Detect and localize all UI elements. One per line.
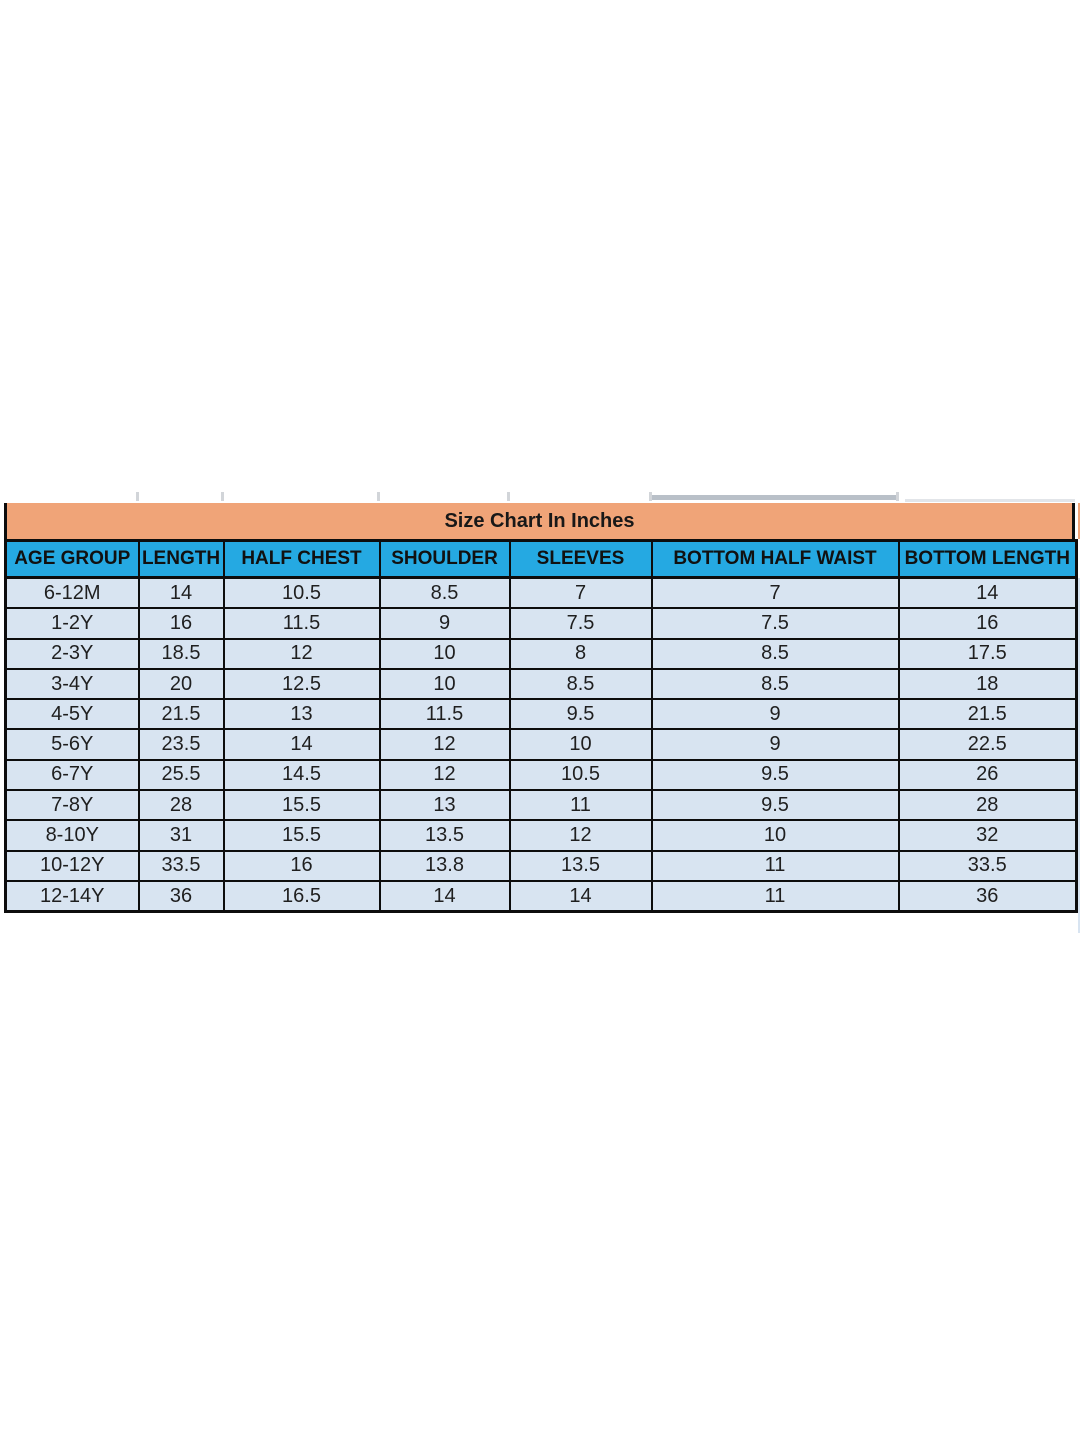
gridline-artifact bbox=[507, 492, 510, 501]
table-cell: 6-12M bbox=[6, 578, 139, 609]
gridline-artifact bbox=[221, 492, 224, 501]
table-cell: 4-5Y bbox=[6, 699, 139, 729]
table-row bbox=[6, 639, 1077, 669]
table-cell: 12.5 bbox=[224, 669, 380, 699]
table-cell: 11 bbox=[510, 790, 652, 820]
table-cell: 16 bbox=[224, 851, 380, 881]
table-cell: 23.5 bbox=[139, 729, 224, 759]
size-chart-table bbox=[4, 539, 1078, 913]
table-cell: 10 bbox=[510, 729, 652, 759]
table-cell: 25.5 bbox=[139, 760, 224, 790]
table-cell: 9.5 bbox=[652, 790, 899, 820]
column-header-bottom-length: BOTTOM LENGTH bbox=[899, 541, 1077, 578]
table-cell: 28 bbox=[899, 790, 1077, 820]
table-cell: 8.5 bbox=[510, 669, 652, 699]
table-cell: 2-3Y bbox=[6, 639, 139, 669]
table-cell: 7.5 bbox=[652, 608, 899, 638]
table-cell: 9.5 bbox=[510, 699, 652, 729]
table-cell: 8.5 bbox=[652, 669, 899, 699]
table-cell: 13.8 bbox=[380, 851, 510, 881]
table-cell: 6-7Y bbox=[6, 760, 139, 790]
table-cell: 33.5 bbox=[899, 851, 1077, 881]
column-header-length: LENGTH bbox=[139, 541, 224, 578]
table-cell: 14.5 bbox=[224, 760, 380, 790]
table-cell: 22.5 bbox=[899, 729, 1077, 759]
table-cell: 21.5 bbox=[139, 699, 224, 729]
table-cell: 12 bbox=[510, 820, 652, 850]
table-cell: 11.5 bbox=[380, 699, 510, 729]
table-body bbox=[6, 578, 1077, 912]
table-cell: 10 bbox=[652, 820, 899, 850]
table-row bbox=[6, 790, 1077, 820]
table-cell: 9 bbox=[652, 699, 899, 729]
table-cell: 26 bbox=[899, 760, 1077, 790]
table-cell: 10.5 bbox=[224, 578, 380, 609]
table-cell: 14 bbox=[510, 881, 652, 912]
table-cell: 15.5 bbox=[224, 790, 380, 820]
table-cell: 32 bbox=[899, 820, 1077, 850]
table-row bbox=[6, 760, 1077, 790]
table-cell: 9 bbox=[380, 608, 510, 638]
table-title: Size Chart In Inches bbox=[4, 503, 1075, 539]
column-header-half-chest: HALF CHEST bbox=[224, 541, 380, 578]
table-cell: 7 bbox=[510, 578, 652, 609]
table-cell: 14 bbox=[380, 881, 510, 912]
table-cell: 20 bbox=[139, 669, 224, 699]
table-cell: 7-8Y bbox=[6, 790, 139, 820]
table-row bbox=[6, 729, 1077, 759]
table-row bbox=[6, 820, 1077, 850]
table-cell: 12-14Y bbox=[6, 881, 139, 912]
table-row bbox=[6, 608, 1077, 638]
table-cell: 15.5 bbox=[224, 820, 380, 850]
table-cell: 16.5 bbox=[224, 881, 380, 912]
table-cell: 28 bbox=[139, 790, 224, 820]
table-cell: 13 bbox=[380, 790, 510, 820]
column-header-shoulder: SHOULDER bbox=[380, 541, 510, 578]
gridline-artifact bbox=[896, 492, 899, 501]
table-cell: 5-6Y bbox=[6, 729, 139, 759]
table-row bbox=[6, 578, 1077, 609]
column-header-sleeves: SLEEVES bbox=[510, 541, 652, 578]
table-cell: 3-4Y bbox=[6, 669, 139, 699]
table-cell: 13.5 bbox=[510, 851, 652, 881]
table-row bbox=[6, 851, 1077, 881]
table-cell: 8.5 bbox=[652, 639, 899, 669]
table-cell: 16 bbox=[139, 608, 224, 638]
table-cell: 17.5 bbox=[899, 639, 1077, 669]
table-cell: 10 bbox=[380, 639, 510, 669]
table-cell: 16 bbox=[899, 608, 1077, 638]
size-chart bbox=[4, 503, 1075, 913]
table-cell: 10.5 bbox=[510, 760, 652, 790]
gridline-artifact bbox=[652, 495, 898, 500]
table-cell: 18.5 bbox=[139, 639, 224, 669]
table-cell: 21.5 bbox=[899, 699, 1077, 729]
table-cell: 36 bbox=[899, 881, 1077, 912]
gridline-artifact bbox=[136, 492, 139, 501]
table-cell: 12 bbox=[224, 639, 380, 669]
table-cell: 1-2Y bbox=[6, 608, 139, 638]
table-cell: 8 bbox=[510, 639, 652, 669]
table-cell: 12 bbox=[380, 760, 510, 790]
table-cell: 11 bbox=[652, 881, 899, 912]
gridline-artifact bbox=[905, 499, 1075, 502]
table-cell: 33.5 bbox=[139, 851, 224, 881]
gridline-artifact bbox=[377, 492, 380, 501]
table-cell: 11.5 bbox=[224, 608, 380, 638]
table-cell: 8-10Y bbox=[6, 820, 139, 850]
table-cell: 18 bbox=[899, 669, 1077, 699]
header-row bbox=[6, 541, 1077, 578]
table-cell: 10 bbox=[380, 669, 510, 699]
table-cell: 14 bbox=[224, 729, 380, 759]
gridline-artifact bbox=[649, 492, 652, 501]
table-row bbox=[6, 669, 1077, 699]
table-cell: 7 bbox=[652, 578, 899, 609]
table-cell: 13 bbox=[224, 699, 380, 729]
table-cell: 12 bbox=[380, 729, 510, 759]
table-cell: 11 bbox=[652, 851, 899, 881]
table-row bbox=[6, 699, 1077, 729]
table-cell: 9.5 bbox=[652, 760, 899, 790]
table-cell: 13.5 bbox=[380, 820, 510, 850]
table-cell: 31 bbox=[139, 820, 224, 850]
table-cell: 14 bbox=[899, 578, 1077, 609]
table-row bbox=[6, 881, 1077, 912]
table-cell: 10-12Y bbox=[6, 851, 139, 881]
table-cell: 36 bbox=[139, 881, 224, 912]
column-header-bottom-half-waist: BOTTOM HALF WAIST bbox=[652, 541, 899, 578]
table-cell: 8.5 bbox=[380, 578, 510, 609]
table-cell: 9 bbox=[652, 729, 899, 759]
table-cell: 7.5 bbox=[510, 608, 652, 638]
table-cell: 14 bbox=[139, 578, 224, 609]
column-header-age-group: AGE GROUP bbox=[6, 541, 139, 578]
